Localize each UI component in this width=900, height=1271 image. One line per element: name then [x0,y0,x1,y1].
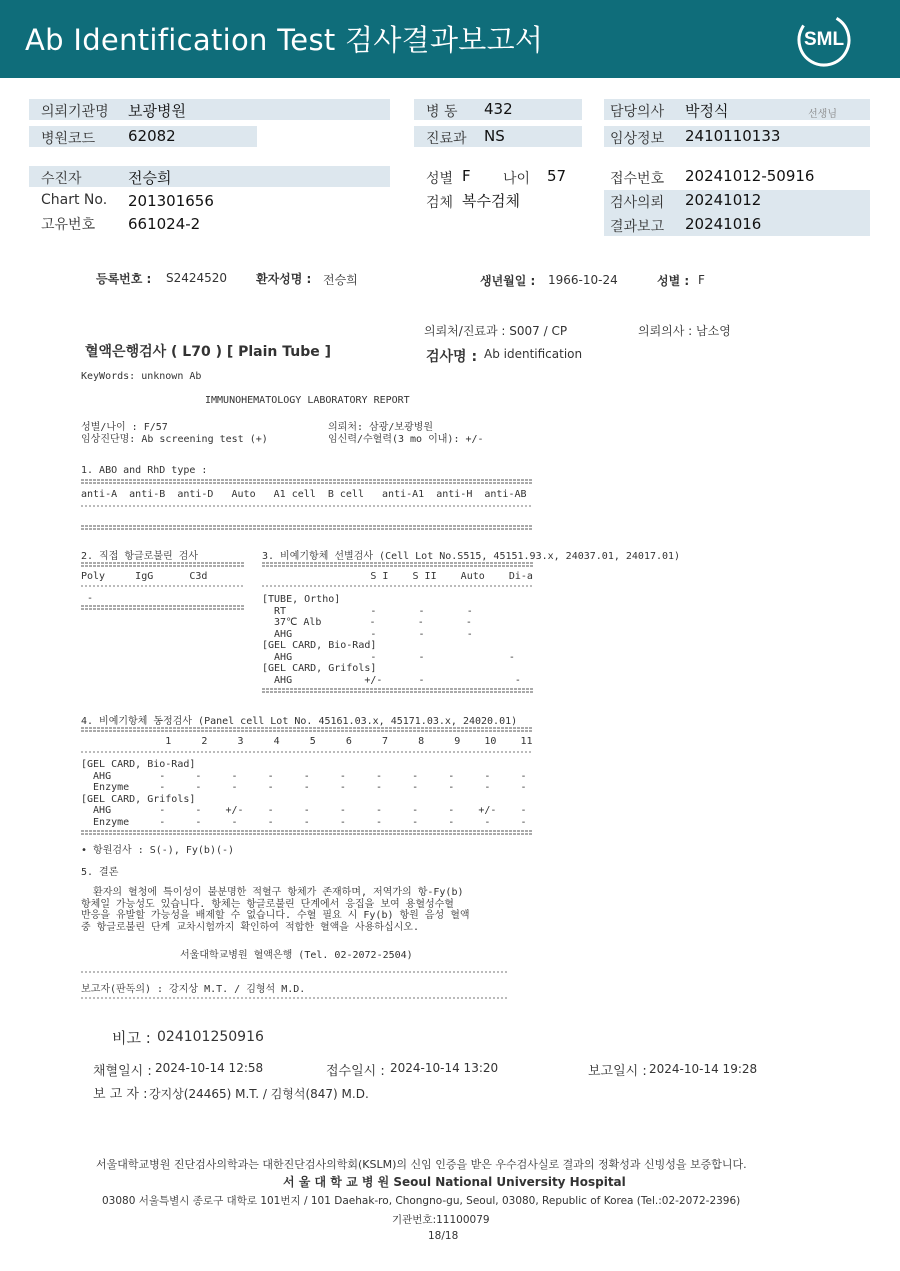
department-label: 진료과 [426,131,467,147]
sec1-headers: anti-A anti-B anti-D Auto A1 cell B cell anti-A1 anti-H anti-AB [81,489,527,500]
age-label: 나이 [503,171,531,187]
reporter-line: 보고자(판독의) : 강지상 M.T. / 김형석 M.D. [81,984,306,995]
sec3-title: 3. 비예기항체 선별검사 (Cell Lot No.S515, 45151.93.x, 24037.01, 24017.01) [262,551,681,562]
reporter-label: 보 고 자 : [93,1087,148,1102]
sec4-rows [81,759,527,828]
sec4-row: AHG - - +/- - - - - - - +/- - [81,805,527,816]
specimen-label: 검체 [426,195,454,211]
sec3-row: AHG - - - [262,651,515,663]
sec4-row: Enzyme - - - - - - - - - - - [81,782,527,793]
ward-label: 병 동 [426,104,458,120]
receipt-label: 접수번호 [610,171,665,187]
sec5-title: 5. 결론 [81,867,119,878]
sex-label: 성별 [426,171,454,187]
receipt-value: 20241012-50916 [685,167,815,185]
sec4-row: [GEL CARD, Grifols] [81,793,196,805]
dob-value: 1966-10-24 [548,273,618,287]
sec3-row: RT - - - [262,605,473,617]
specimen-value: 복수검체 [462,192,520,210]
pregnancy-line: 임신력/수혈력(3 mo 이내): +/- [328,434,484,445]
footer-hospital: 서 울 대 학 교 병 원 Seoul National University Hospital [283,1175,626,1189]
name-value: 전승희 [323,273,358,287]
antigen-test: • 항원검사 : S(-), Fy(b)(-) [81,845,235,856]
reported-label: 보고일시 : [588,1064,647,1079]
ref-doctor: 의뢰의사 : 남소영 [638,324,731,338]
request-label: 검사의뢰 [610,195,665,211]
conclusion-line: 항체일 가능성도 있습니다. 항체는 항글로불린 단계에서 응집을 보여 용혈성수혈 [81,898,454,910]
sec3-headers: S I S II Auto Di-a [262,571,533,582]
institution-value: 보광병원 [128,102,186,120]
sec3-row: [TUBE, Ortho] [262,594,341,605]
sec3-row: [GEL CARD, Bio-Rad] [262,640,377,651]
age-value: 57 [547,167,567,185]
sec2-headers: Poly IgG C3d [81,571,208,582]
doctor-label: 담당의사 [610,104,665,120]
report-title: Ab Identification Test 검사결과보고서 [25,23,544,57]
institution-label: 의뢰기관명 [41,104,109,120]
footer-institution-no: 기관번호:11100079 [392,1214,490,1226]
conclusion-line: 반응을 유발할 가능성을 배제할 수 없습니다. 수혈 필요 시 Fy(b) 항원 음성 혈액 [81,910,470,921]
report-header [0,0,900,78]
report-value: 20241016 [685,215,762,233]
department-value: NS [484,127,505,145]
ref-dept: 의뢰처/진료과 : S007 / CP [424,324,568,338]
clinical-label: 임상정보 [610,131,665,147]
ward-value: 432 [484,100,513,118]
patient-box [29,166,390,187]
sec3-row: [GEL CARD, Grifols] [262,663,377,674]
keywords: KeyWords: unknown Ab [81,371,202,382]
sec3-row: AHG +/- - - [262,674,521,686]
bloodbank-line: 서울대학교병원 혈액은행 (Tel. 02-2072-2504) [180,950,413,961]
sml-logo [796,12,852,68]
name-label: 환자성명 : [256,272,312,286]
conclusion-line: 중 항글로불린 단계 교차시험까지 확인하여 적합한 혈액을 사용하십시오. [81,921,419,933]
sec1-title: 1. ABO and RhD type : [81,465,208,476]
doctor-value: 박정식 [685,102,729,120]
sec3-row: 37℃ Alb - - - [262,617,472,628]
scan-sex-value: F [698,273,705,287]
page-number: 18/18 [428,1230,459,1242]
sec4-title: 4. 비예기항체 동정검사 (Panel cell Lot No. 45161.03.x, 45171.03.x, 24020.01) [81,716,518,727]
collected-value: 2024-10-14 12:58 [155,1061,264,1075]
received-label: 접수일시 : [326,1064,385,1079]
report-label: 결과보고 [610,219,665,235]
logo-text: SML [803,29,845,50]
doctor-suffix: 선생님 [808,109,837,120]
reporter-value: 강지상(24465) M.T. / 김형석(847) M.D. [149,1087,369,1101]
clinical-value: 2410110133 [685,127,781,145]
sec3-rows [262,594,521,686]
reg-value: S2424520 [166,271,228,285]
sec2-value: - [81,593,94,604]
reg-label: 등록번호 : [96,272,152,286]
unique-value: 661024-2 [128,215,201,233]
hospital-code-label: 병원코드 [41,131,96,147]
sec4-row: Enzyme - - - - - - - - - - - [81,816,527,828]
sec2-title: 2. 직접 항글로불린 검사 [81,551,199,562]
test-title: 혈액은행검사 ( L70 ) [ Plain Tube ] [85,344,332,360]
footer-certification: 서울대학교병원 진단검사의학과는 대한진단검사의학회(KSLM)의 신임 인증을 받은 우수검사실로 결과의 정확성과 신빙성을 보증합니다. [96,1158,747,1171]
note-value: 024101250916 [157,1029,264,1045]
note-label: 비고 : [112,1029,151,1047]
chart-value: 201301656 [128,192,214,210]
received-value: 2024-10-14 13:20 [390,1061,499,1075]
request-value: 20241012 [685,191,762,209]
collected-label: 채혈일시 : [93,1064,152,1079]
dob-label: 생년월일 : [480,274,536,288]
sex-value: F [462,167,471,185]
sec4-row: AHG - - - - - - - - - - - [81,770,527,782]
sec4-row: [GEL CARD, Bio-Rad] [81,759,196,770]
reported-value: 2024-10-14 19:28 [649,1062,758,1076]
unique-label: 고유번호 [41,217,96,233]
patient-value: 전승희 [128,169,172,187]
hospital-code-value: 62082 [128,127,176,145]
patient-label: 수진자 [41,171,82,187]
diagnosis-line: 임상진단명: Ab screening test (+) [81,434,268,445]
ref-place-line: 의뢰처: 삼광/보광병원 [328,422,434,433]
test-name-value: Ab identification [484,347,583,361]
sex-age-line: 성별/나이 : F/57 [81,422,168,433]
chart-label: Chart No. [41,192,108,208]
test-name-label: 검사명 : [426,349,478,365]
sec4-headers: 1 2 3 4 5 6 7 8 9 10 11 [81,736,533,747]
footer-address: 03080 서울특별시 종로구 대학로 101번지 / 101 Daehak-ro, Chongno-gu, Seoul, 03080, Republic of Korea (Tel.:02-2072-2396) [102,1195,741,1207]
lab-report-title: IMMUNOHEMATOLOGY LABORATORY REPORT [205,395,410,406]
scan-sex-label: 성별 : [657,274,690,288]
sec3-row: AHG - - - [262,628,473,640]
conclusion [81,887,470,933]
sec1-rules [81,478,536,538]
conclusion-line: 환자의 혈청에 특이성이 불분명한 적혈구 항체가 존재하며, 저역가의 항-Fy(b) [81,887,464,898]
